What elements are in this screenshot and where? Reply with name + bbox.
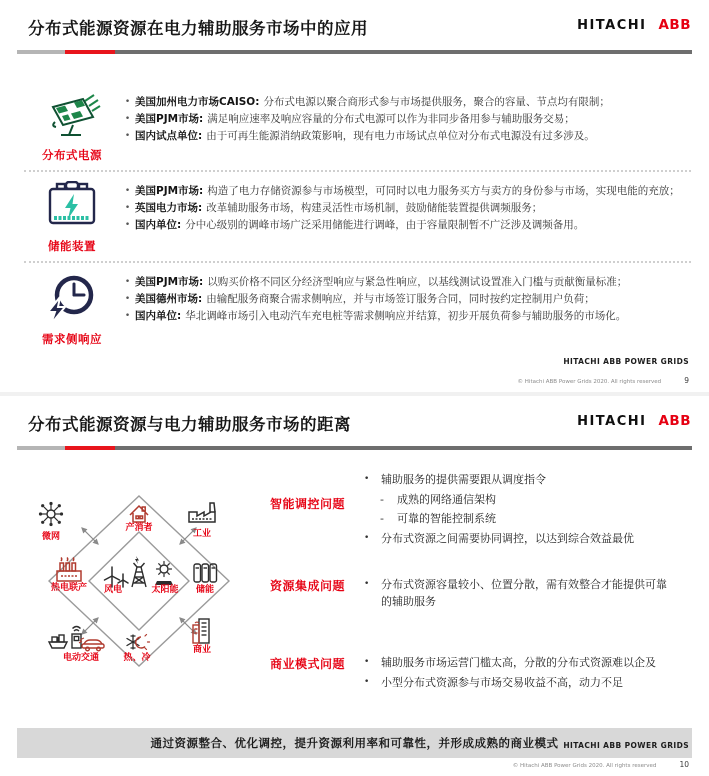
issues-column	[260, 464, 695, 718]
divider-segment-dark	[115, 50, 692, 54]
hitachi-logo: HITACHI	[577, 414, 647, 429]
footer-brand: HITACHI ABB POWER GRIDS	[563, 741, 689, 750]
bullet-item: • 国内单位: 分中心级别的调峰市场广泛采用储能进行调峰，由于容量限制暂不广泛涉及调频备用。	[120, 217, 691, 234]
heat-cold-icon	[127, 635, 150, 650]
issue-item: • 分布式资源之间需要协同调控，以达到综合效益最优	[364, 531, 670, 548]
solar-label: 太阳能	[151, 585, 179, 595]
ev-transport-icon	[49, 627, 104, 651]
wind-label: 风电	[103, 585, 123, 595]
issue-item: • 分布式资源容量较小、位置分散，需有效整合才能提供可靠的辅助服务	[364, 577, 670, 610]
section-energy-storage	[24, 181, 691, 254]
divider-segment-dark	[115, 446, 692, 450]
storage-label: 储能	[195, 585, 215, 595]
hitachi-abb-logo	[577, 17, 691, 33]
bullet-marker: •	[364, 579, 370, 589]
conclusion-banner: 通过资源整合、优化调控，提升资源利用率和可靠性，并形成成熟的商业模式	[17, 728, 692, 758]
section-label: 储能装置	[48, 239, 96, 253]
bullet-item: • 国内单位: 华北调峰市场引入电动汽车充电桩等需求侧响应并结算，初步开展负荷参与辅助服务的市场化。	[120, 308, 691, 325]
page-number: 9	[684, 376, 689, 385]
solar-sun-icon	[155, 562, 173, 586]
issue-resource-integration	[270, 577, 695, 613]
chp-plant-icon	[57, 558, 81, 582]
title-divider-bar	[17, 446, 692, 450]
industry-factory-icon	[189, 503, 215, 522]
prosumer-label: 产消者	[125, 523, 153, 533]
footer-copyright: © Hitachi ABB Power Grids 2020. All rights reserved	[512, 763, 657, 769]
der-ecosystem-diagram	[18, 464, 260, 718]
slide2-footer	[513, 741, 689, 771]
bullet-item: • 美国PJM市场: 以购买价格不同区分经济型响应与紧急性响应，以基线测试设置准入门槛与贡献衡量标准；	[120, 274, 691, 291]
bullet-marker: •	[364, 676, 370, 687]
bullet-marker: •	[364, 532, 370, 543]
issue-label: 资源集成问题	[270, 579, 346, 593]
bullet-marker: •	[124, 186, 131, 196]
bullet-marker: •	[364, 657, 370, 667]
hitachi-abb-logo	[577, 413, 691, 429]
issue-subitem: - 成熟的网络通信架构	[364, 492, 670, 509]
bullet-marker: •	[124, 114, 131, 124]
issue-item: • 辅助服务的提供需要跟从调度指令	[364, 472, 670, 489]
bullet-item: • 美国德州市场: 由输配服务商聚合需求侧响应，并与市场签订服务合同，同时按约定控制用户负荷；	[120, 291, 691, 308]
title-divider-bar	[17, 50, 692, 54]
slide-2	[0, 396, 709, 776]
bullet-marker: •	[124, 220, 131, 230]
section-distributed-generation	[24, 92, 691, 163]
ev-transport-label: 电动交通	[62, 653, 100, 663]
abb-logo: ABB	[658, 17, 691, 33]
issue-item: • 辅助服务市场运营门槛太高，分散的分布式资源难以企及	[364, 655, 670, 672]
slide1-header	[0, 0, 709, 39]
wind-turbine-icon	[105, 567, 129, 587]
dash-marker: -	[380, 492, 384, 506]
clock-bolt-icon	[43, 272, 101, 324]
footer-brand: HITACHI ABB POWER GRIDS	[563, 357, 689, 366]
solar-panel-icon	[41, 92, 103, 140]
bullet-marker: •	[364, 474, 370, 484]
chp-label: 热电联产	[50, 583, 88, 593]
footer-copyright: © Hitachi ABB Power Grids 2020. All rights reserved	[517, 379, 662, 385]
industry-label: 工业	[192, 529, 212, 539]
bullet-marker: •	[124, 294, 131, 304]
dotted-separator	[24, 170, 691, 172]
microgrid-label: 微网	[41, 532, 61, 542]
bullet-marker: •	[124, 203, 131, 213]
bullet-marker: •	[124, 97, 131, 107]
divider-segment-light	[17, 446, 65, 450]
prosumer-house-icon	[130, 506, 148, 522]
issue-label: 商业模式问题	[270, 657, 346, 671]
battery-icon	[43, 181, 101, 231]
bullet-item: • 英国电力市场: 改革辅助服务市场，构建灵活性市场机制，鼓励储能装置提供调频服务；	[120, 200, 691, 217]
bullet-item: • 美国加州电力市场CAISO: 分布式电源以聚合商形式参与市场提供服务，聚合的容量、节点均有限制；	[120, 94, 691, 111]
commerce-building-icon	[193, 619, 209, 643]
bullet-marker: •	[124, 131, 131, 141]
divider-segment-light	[17, 50, 65, 54]
inner-diamond	[89, 532, 189, 630]
bullet-item: • 美国PJM市场: 满足响应速率及响应容量的分布式电源可以作为非同步备用参与辅助服务交易；	[120, 111, 691, 128]
slide1-sections	[24, 92, 691, 347]
issue-business-model	[270, 655, 695, 694]
issue-item: • 小型分布式资源参与市场交易收益不高，动力不足	[364, 675, 670, 692]
dotted-separator	[24, 261, 691, 263]
section-label: 需求侧响应	[42, 332, 102, 346]
bullet-item: • 美国PJM市场: 构造了电力存储资源参与市场模型，可同时以电力服务买方与卖方的身份参与市场，实现电能的充放；	[120, 183, 691, 200]
microgrid-icon	[39, 502, 63, 526]
section-label: 分布式电源	[42, 148, 102, 162]
abb-logo: ABB	[658, 413, 691, 429]
divider-segment-red	[65, 50, 115, 54]
slide2-header	[0, 396, 709, 435]
bullet-marker: •	[124, 311, 131, 321]
slide1-footer	[518, 357, 689, 387]
page-number: 10	[679, 760, 689, 769]
issue-smart-control	[270, 472, 695, 550]
transmission-tower-icon	[132, 556, 146, 587]
dash-marker: -	[380, 512, 384, 525]
bullet-marker: •	[124, 277, 131, 287]
section-demand-response	[24, 272, 691, 347]
issue-subitem: - 可靠的智能控制系统	[364, 511, 670, 528]
hitachi-logo: HITACHI	[577, 18, 647, 33]
divider-segment-red	[65, 446, 115, 450]
bullet-item: • 国内试点单位: 由于可再生能源消纳政策影响，现有电力市场试点单位对分布式电源没有过多涉及。	[120, 128, 691, 145]
slide2-title: 分布式能源资源与电力辅助服务市场的距离	[28, 415, 351, 434]
slide1-title: 分布式能源资源在电力辅助服务市场中的应用	[28, 19, 368, 38]
issue-label: 智能调控问题	[270, 497, 346, 511]
heat-cold-label: 热、冷	[123, 653, 151, 663]
commerce-label: 商业	[192, 645, 212, 655]
